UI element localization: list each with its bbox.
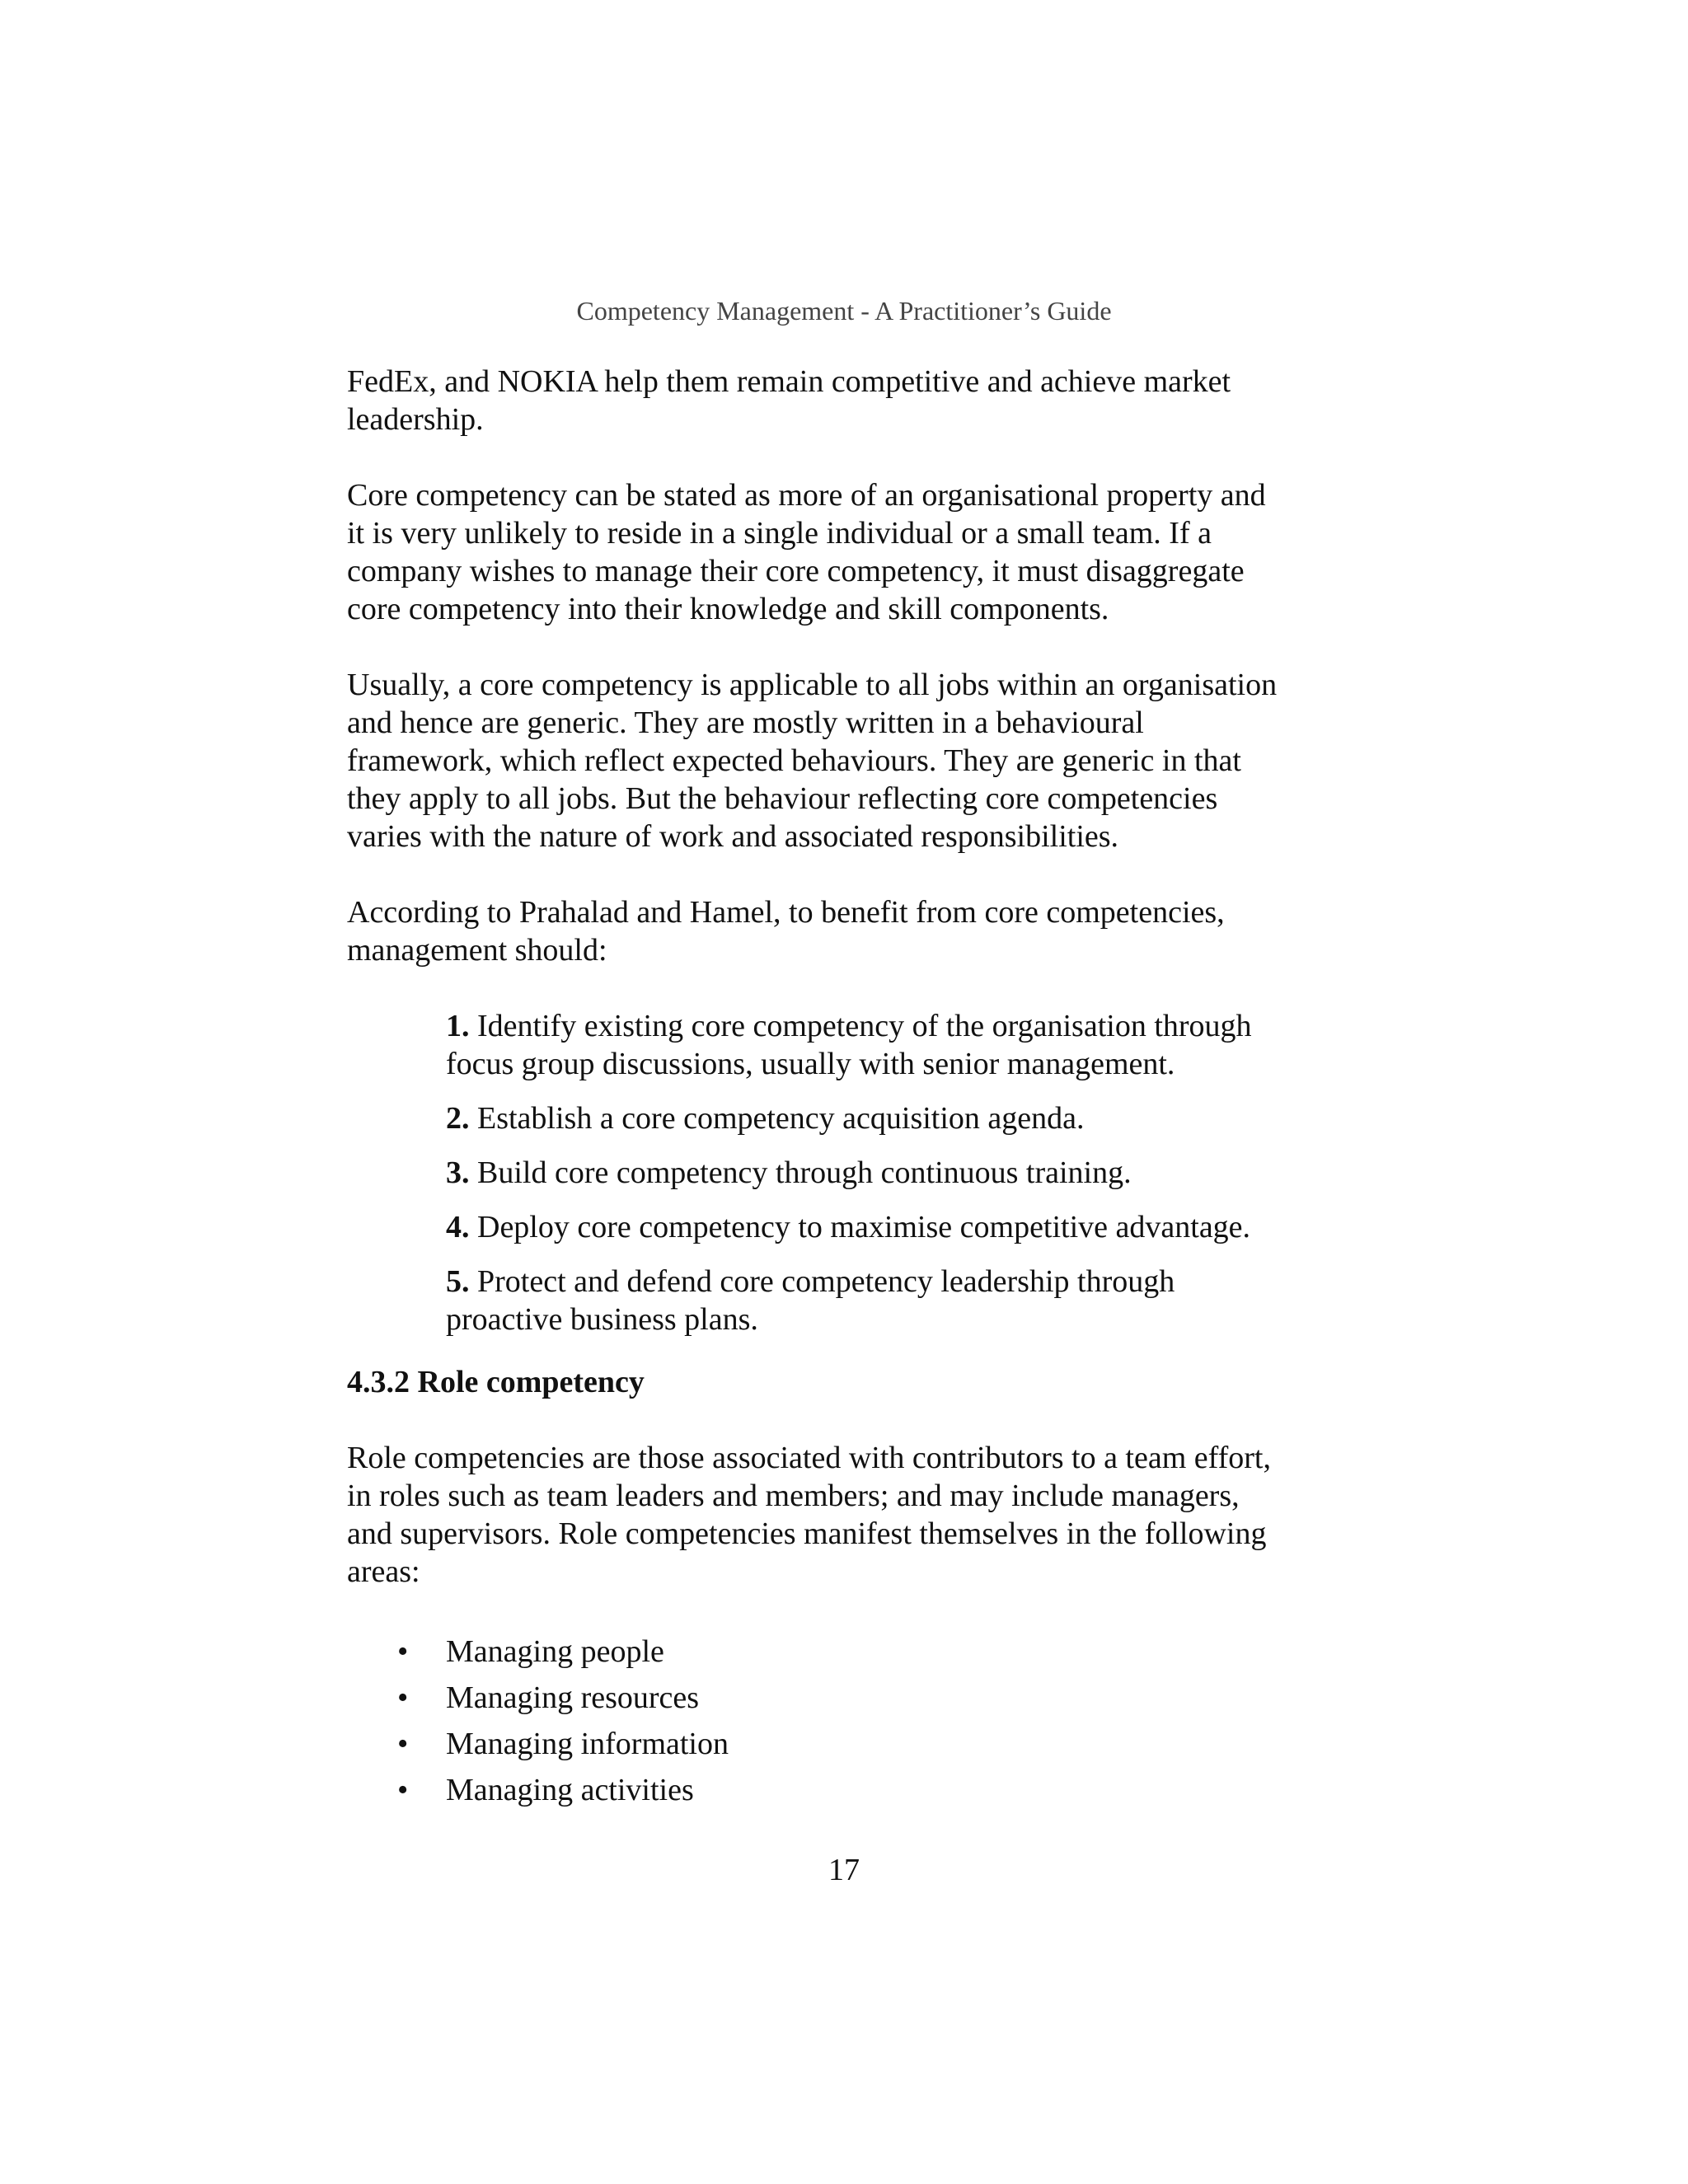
list-item-text: Build core competency through continuous training. [469,1155,1132,1190]
paragraph: FedEx, and NOKIA help them remain competitive and achieve market leadership. [347,364,1231,437]
paragraph: According to Prahalad and Hamel, to benefit from core competencies, management should: [347,895,1225,968]
page-number: 17 [828,1853,860,1887]
bullet-item-text: Managing resources [446,1680,700,1715]
numbered-list [347,1007,1361,1338]
paragraph: Usually, a core competency is applicable to all jobs within an organisation and hence are generic. They are mostly written in a behavioural framework, which reflect expected behaviours. They are generic in that they apply to all jobs. But the behaviour reflecting core competencies varies with the nature of work and associated responsibilities. [347,668,1278,854]
list-item-text: Identify existing core competency of the organisation through focus group discussions, usually with senior management. [446,1009,1252,1081]
list-item [446,1263,1361,1338]
bullet-item-text: Managing people [446,1634,664,1669]
bullet-item [347,1721,1361,1767]
paragraph: Role competencies are those associated with contributors to a team effort, in roles such as team leaders and members; and may include managers, and supervisors. Role competencies manifest themselves in the following areas: [347,1441,1271,1589]
bullet-icon: • [397,1680,409,1715]
list-item [446,1208,1361,1246]
list-item [446,1007,1361,1083]
bullet-icon: • [397,1727,409,1761]
list-item [446,1099,1361,1137]
list-item-number: 5. [446,1264,470,1299]
bullet-item-text: Managing activities [446,1773,694,1807]
list-item-text: Deploy core competency to maximise competitive advantage. [469,1210,1251,1244]
list-item-text: Establish a core competency acquisition agenda. [469,1101,1085,1136]
bullet-item [347,1767,1361,1813]
bullet-item [347,1675,1361,1721]
list-item [446,1154,1361,1192]
section-heading: 4.3.2 Role competency [347,1365,645,1399]
page-body [347,363,1361,1813]
running-header: Competency Management - A Practitioner’s Guide [576,296,1112,326]
bullet-icon: • [397,1634,409,1669]
list-item-number: 1. [446,1009,470,1043]
list-item-number: 2. [446,1101,470,1136]
bullet-icon: • [397,1773,409,1807]
list-item-text: Protect and defend core competency leadership through proactive business plans. [446,1264,1175,1337]
list-item-number: 3. [446,1155,470,1190]
bullet-list [347,1629,1361,1813]
paragraph: Core competency can be stated as more of an organisational property and it is very unlikely to reside in a single individual or a small team. If a company wishes to manage their core competency, it must disaggregate core competency into their knowledge and skill components. [347,478,1266,626]
list-item-number: 4. [446,1210,470,1244]
bullet-item-text: Managing information [446,1727,729,1761]
bullet-item [347,1629,1361,1675]
